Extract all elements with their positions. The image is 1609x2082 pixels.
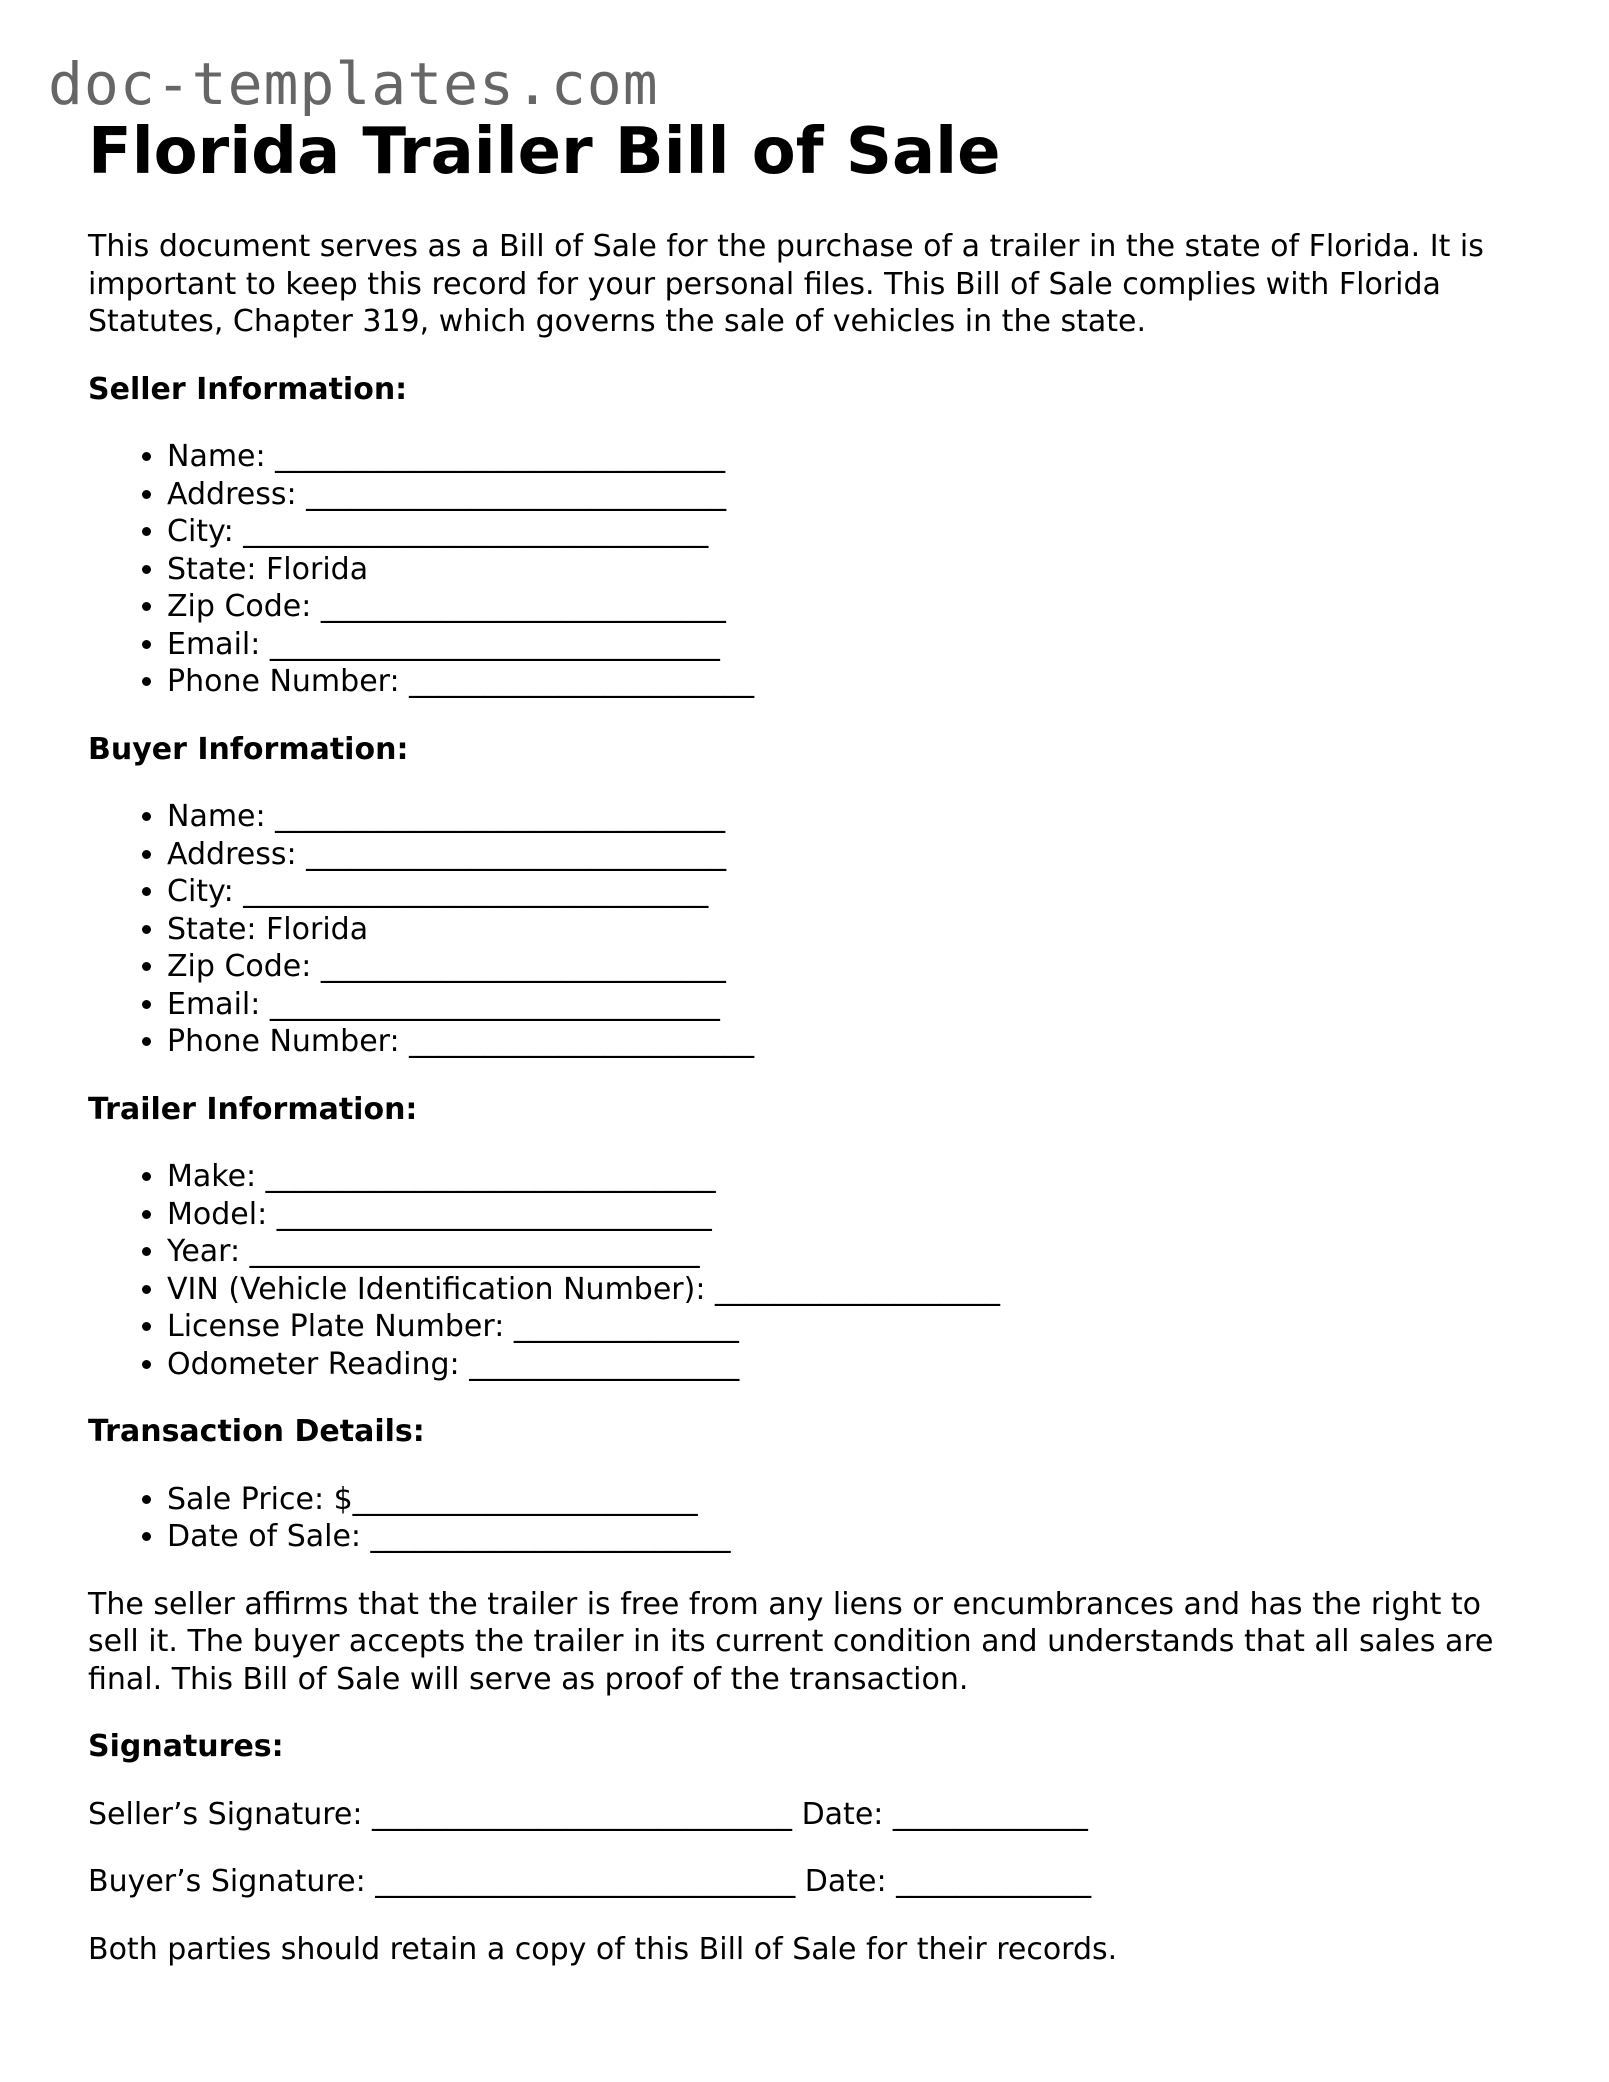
closing-paragraph: The seller affirms that the trailer is free from any liens or encumbrances and has the right to sell it. The buyer accepts the trailer in its current condition and understands that all sales are final. This Bill of Sale will serve as proof of the transaction. [88, 1586, 1494, 1697]
trailer-year-field: • Year: ______________________________ [167, 1233, 1528, 1271]
buyer-name-field: • Name: ______________________________ [167, 798, 1528, 836]
sale-date-field: • Date of Sale: ________________________ [167, 1518, 1528, 1556]
buyer-fields [88, 798, 1528, 1061]
seller-name-field: • Name: ______________________________ [167, 438, 1528, 476]
trailer-heading: Trailer Information: [88, 1091, 418, 1127]
seller-email-field: • Email: ______________________________ [167, 626, 1528, 664]
seller-zip-field: • Zip Code: ___________________________ [167, 588, 1528, 626]
trailer-odometer-field: • Odometer Reading: __________________ [167, 1346, 1528, 1384]
seller-fields [88, 438, 1528, 701]
watermark: doc-templates.com [48, 50, 659, 118]
document-body [88, 112, 1528, 1968]
buyer-city-field: • City: _______________________________ [167, 873, 1528, 911]
document-title: Florida Trailer Bill of Sale [88, 115, 1001, 189]
buyer-zip-field: • Zip Code: ___________________________ [167, 948, 1528, 986]
buyer-address-field: • Address: ____________________________ [167, 836, 1528, 874]
sale-price-field: • Sale Price: $_______________________ [167, 1481, 1528, 1519]
buyer-phone-field: • Phone Number: _______________________ [167, 1023, 1528, 1061]
trailer-plate-field: • License Plate Number: _______________ [167, 1308, 1528, 1346]
transaction-fields [88, 1481, 1528, 1556]
seller-heading: Seller Information: [88, 371, 408, 407]
final-note: Both parties should retain a copy of this Bill of Sale for their records. [88, 1931, 1118, 1967]
buyer-signature-line: Buyer’s Signature: ____________________________ Date: _____________ [88, 1864, 1092, 1899]
seller-state-field: • State: Florida [167, 551, 1528, 589]
buyer-state-field: • State: Florida [167, 911, 1528, 949]
seller-address-field: • Address: ____________________________ [167, 476, 1528, 514]
signatures-heading: Signatures: [88, 1729, 284, 1764]
buyer-email-field: • Email: ______________________________ [167, 986, 1528, 1024]
transaction-heading: Transaction Details: [88, 1414, 425, 1449]
trailer-make-field: • Make: ______________________________ [167, 1158, 1528, 1196]
intro-paragraph: This document serves as a Bill of Sale for the purchase of a trailer in the state of Florida. It is important to keep this record for your personal files. This Bill of Sale complies with Florida Statutes, Chapter 319, which governs the sale of vehicles in the state. [88, 229, 1484, 339]
buyer-heading: Buyer Information: [88, 731, 409, 767]
seller-signature-line: Seller’s Signature: ____________________________ Date: _____________ [88, 1796, 1088, 1832]
trailer-model-field: • Model: _____________________________ [167, 1196, 1528, 1234]
trailer-vin-field: • VIN (Vehicle Identification Number): ___________________ [167, 1271, 1528, 1309]
seller-phone-field: • Phone Number: _______________________ [167, 663, 1528, 701]
trailer-fields [88, 1158, 1528, 1383]
seller-city-field: • City: _______________________________ [167, 513, 1528, 551]
